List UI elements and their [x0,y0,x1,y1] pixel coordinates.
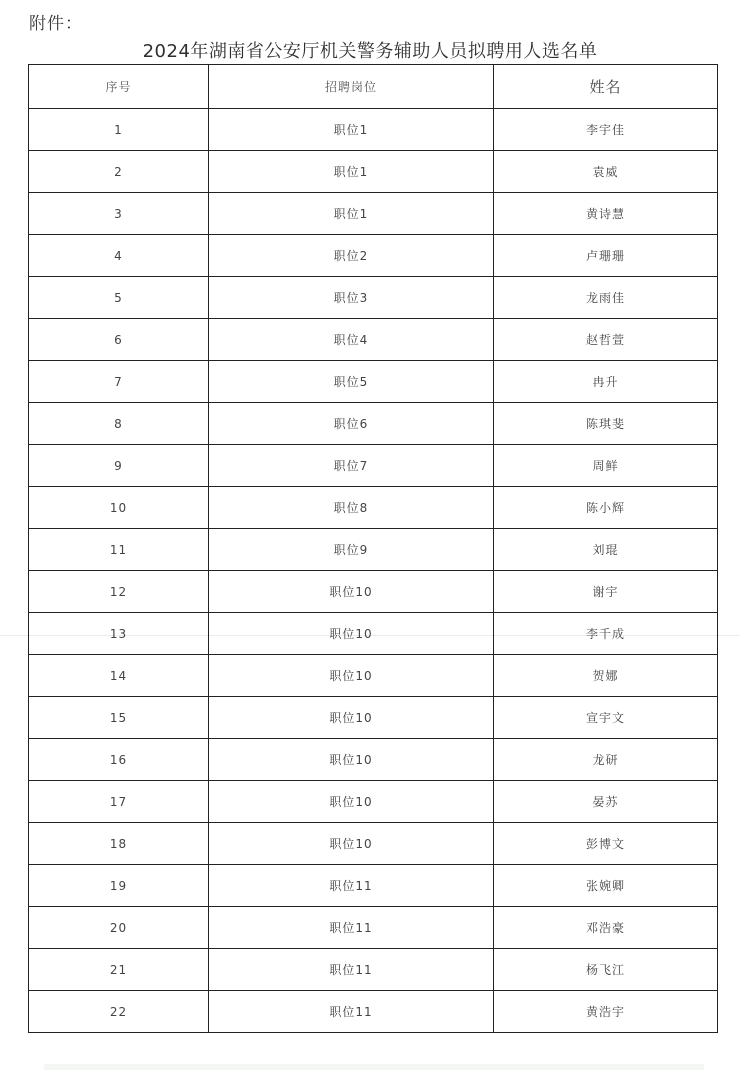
table-row [29,949,718,991]
table-row [29,403,718,445]
cell-name: 黄浩宇 [494,991,718,1033]
table-row [29,277,718,319]
cell-serial-number: 5 [29,277,209,319]
cell-name: 袁威 [494,151,718,193]
table-row [29,235,718,277]
table-row [29,697,718,739]
cell-name: 陈小辉 [494,487,718,529]
cell-position: 职位2 [209,235,494,277]
cell-name: 李千成 [494,613,718,655]
cell-position: 职位11 [209,865,494,907]
cell-serial-number: 13 [29,613,209,655]
cell-serial-number: 18 [29,823,209,865]
cell-position: 职位10 [209,613,494,655]
cell-position: 职位11 [209,949,494,991]
cell-name: 赵哲萱 [494,319,718,361]
cell-position: 职位5 [209,361,494,403]
cell-serial-number: 10 [29,487,209,529]
cell-serial-number: 17 [29,781,209,823]
cell-serial-number: 6 [29,319,209,361]
table-row [29,613,718,655]
cell-position: 职位4 [209,319,494,361]
table-row [29,151,718,193]
table-row [29,487,718,529]
table-row [29,823,718,865]
cell-position: 职位10 [209,571,494,613]
cell-name: 贺娜 [494,655,718,697]
cell-serial-number: 21 [29,949,209,991]
cell-position: 职位3 [209,277,494,319]
cell-position: 职位1 [209,109,494,151]
cell-position: 职位1 [209,193,494,235]
cell-name: 李宇佳 [494,109,718,151]
cell-serial-number: 16 [29,739,209,781]
cell-name: 刘琨 [494,529,718,571]
cell-name: 杨飞江 [494,949,718,991]
table-row [29,739,718,781]
cell-position: 职位10 [209,697,494,739]
bottom-strip [44,1064,704,1070]
cell-name: 周鲜 [494,445,718,487]
cell-position: 职位11 [209,907,494,949]
cell-name: 陈琪斐 [494,403,718,445]
cell-serial-number: 1 [29,109,209,151]
table-row [29,529,718,571]
cell-serial-number: 9 [29,445,209,487]
table-row [29,319,718,361]
table-row [29,991,718,1033]
cell-position: 职位7 [209,445,494,487]
cell-serial-number: 19 [29,865,209,907]
cell-name: 黄诗慧 [494,193,718,235]
table-row [29,571,718,613]
table-row [29,445,718,487]
cell-name: 邓浩豪 [494,907,718,949]
cell-name: 谢宇 [494,571,718,613]
roster-table-body [29,109,718,1033]
table-row [29,193,718,235]
cell-position: 职位9 [209,529,494,571]
table-row [29,865,718,907]
cell-name: 彭博文 [494,823,718,865]
cell-position: 职位1 [209,151,494,193]
header-name: 姓名 [494,65,718,109]
table-row [29,907,718,949]
cell-serial-number: 2 [29,151,209,193]
cell-name: 冉升 [494,361,718,403]
cell-serial-number: 4 [29,235,209,277]
cell-name: 龙雨佳 [494,277,718,319]
cell-name: 龙研 [494,739,718,781]
table-row [29,781,718,823]
header-position: 招聘岗位 [209,65,494,109]
document-title: 2024年湖南省公安厅机关警务辅助人员拟聘用人选名单 [142,41,598,62]
cell-serial-number: 20 [29,907,209,949]
table-row [29,109,718,151]
table-row [29,655,718,697]
cell-name: 张婉卿 [494,865,718,907]
cell-serial-number: 22 [29,991,209,1033]
cell-serial-number: 3 [29,193,209,235]
cell-position: 职位11 [209,991,494,1033]
cell-name: 卢珊珊 [494,235,718,277]
cell-position: 职位10 [209,823,494,865]
cell-serial-number: 8 [29,403,209,445]
cell-position: 职位10 [209,739,494,781]
cell-serial-number: 14 [29,655,209,697]
cell-serial-number: 12 [29,571,209,613]
roster-table [28,64,718,1033]
cell-serial-number: 11 [29,529,209,571]
table-header-row [29,65,718,109]
cell-position: 职位8 [209,487,494,529]
cell-name: 晏苏 [494,781,718,823]
cell-name: 宣宇文 [494,697,718,739]
cell-serial-number: 7 [29,361,209,403]
table-row [29,361,718,403]
cell-serial-number: 15 [29,697,209,739]
cell-position: 职位10 [209,655,494,697]
cell-position: 职位6 [209,403,494,445]
header-serial-number: 序号 [29,65,209,109]
attachment-label: 附件： [29,14,83,34]
cell-position: 职位10 [209,781,494,823]
